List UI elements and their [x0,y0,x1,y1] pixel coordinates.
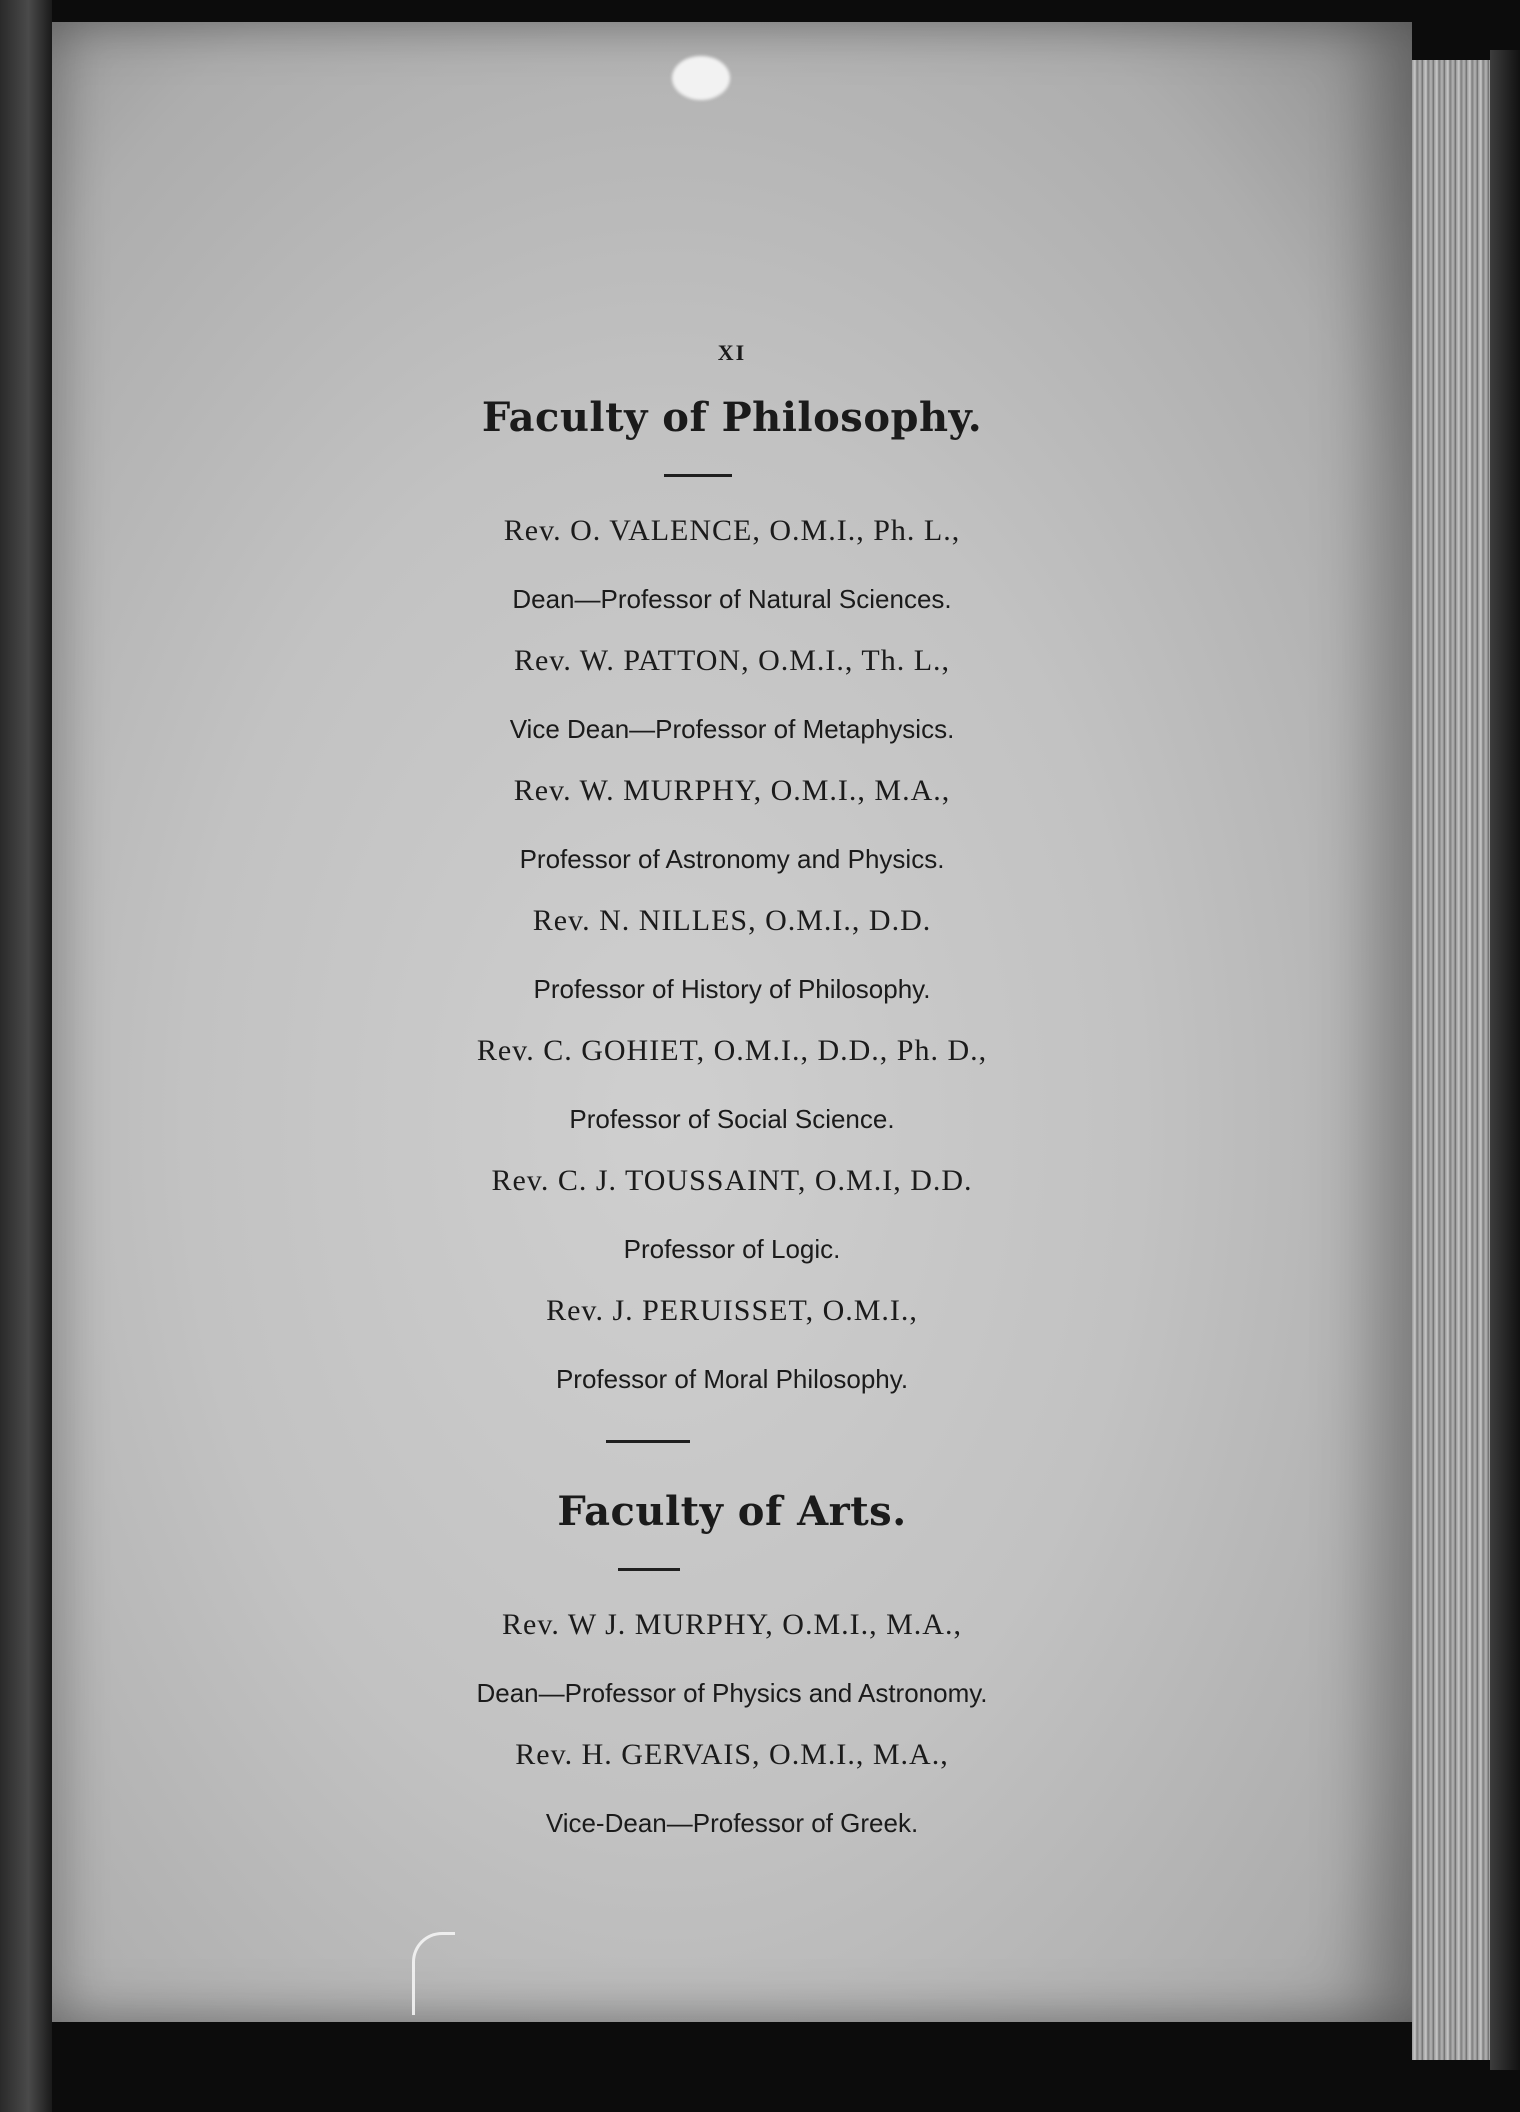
faculty-name: Rev. W. MURPHY, O.M.I., M.A., [513,774,951,807]
faculty-name: Rev. W. PATTON, O.M.I., Th. L., [513,644,951,677]
section-heading-philosophy: Faculty of Philosophy. [481,394,983,441]
faculty-role: Vice Dean—Professor of Metaphysics. [509,714,955,744]
faculty-role: Dean—Professor of Natural Sciences. [512,584,952,614]
faculty-name: Rev. H. GERVAIS, O.M.I., M.A., [515,1738,949,1771]
left-page-edge [0,0,52,2112]
faculty-role: Professor of Logic. [623,1234,841,1264]
faculty-name: Rev. C. GOHIET, O.M.I., D.D., Ph. D., [476,1034,988,1067]
faculty-role: Dean—Professor of Physics and Astronomy. [476,1678,988,1708]
faculty-name: Rev. J. PERUISSET, O.M.I., [546,1294,918,1327]
faculty-name: Rev. O. VALENCE, O.M.I., Ph. L., [503,514,961,547]
faculty-role: Professor of History of Philosophy. [533,974,931,1004]
faculty-role: Professor of Social Science. [569,1104,895,1134]
heading-rule [664,474,732,477]
page-content [52,22,1412,2022]
section-divider [606,1440,690,1443]
book-page [52,22,1412,2022]
faculty-name: Rev. W J. MURPHY, O.M.I., M.A., [502,1608,962,1641]
section-heading-arts: Faculty of Arts. [557,1488,907,1535]
page-number: XI [717,340,747,365]
faculty-name: Rev. C. J. TOUSSAINT, O.M.I, D.D. [491,1164,973,1197]
faculty-role: Professor of Astronomy and Physics. [519,844,945,874]
faculty-role: Professor of Moral Philosophy. [555,1364,909,1394]
stacked-page-edges [1412,60,1502,2060]
faculty-role: Vice-Dean—Professor of Greek. [545,1808,919,1838]
heading-rule [618,1568,680,1571]
faculty-name: Rev. N. NILLES, O.M.I., D.D. [532,904,932,937]
book-cover-edge [1490,50,1520,2070]
